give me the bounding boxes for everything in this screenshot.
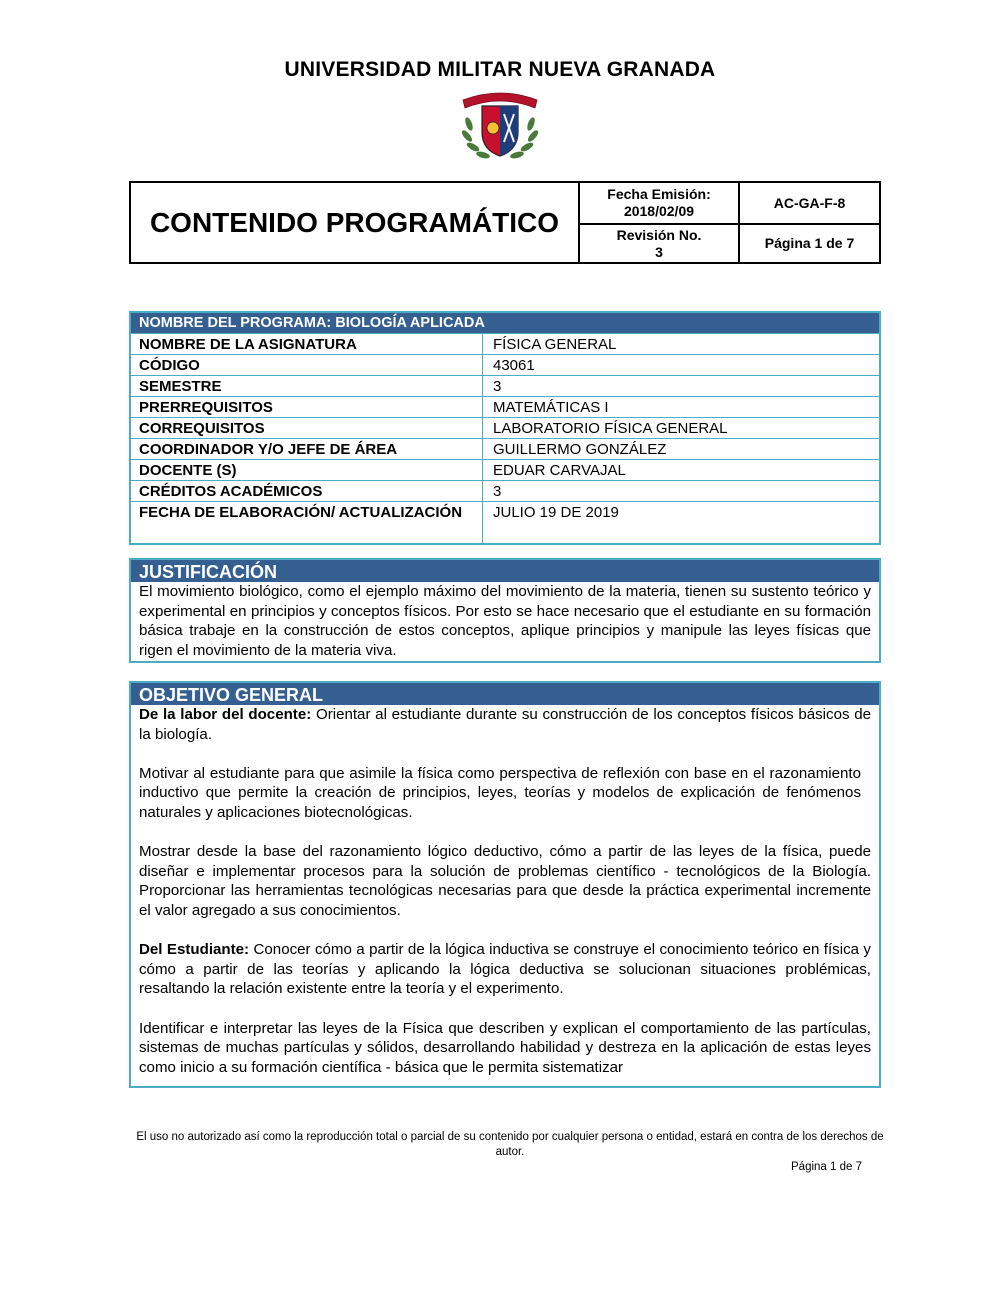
objective-paragraph: Identificar e interpretar las leyes de la Física que describen y explican el comportamiento de las partículas, sistemas de muchas partículas y sólidos, desarrollando habilidad y destreza en la aplicación de estas leyes como inicio a su formación científica - básica que le permita sistematizar <box>139 1019 871 1076</box>
row-value: 43061 <box>493 357 535 374</box>
lead-in: Del Estudiante: <box>139 941 250 959</box>
footer-page-number: Página 1 de 7 <box>791 1161 862 1173</box>
issue-date-label: Fecha Emisión: <box>607 186 711 202</box>
row-label: CÓDIGO <box>131 355 483 375</box>
row-label: DOCENTE (S) <box>131 460 483 480</box>
issue-date-value: 2018/02/09 <box>623 203 695 219</box>
university-name: UNIVERSIDAD MILITAR NUEVA GRANADA <box>284 58 716 81</box>
row-value: MATEMÁTICAS I <box>493 399 609 416</box>
table-row <box>131 397 879 418</box>
row-label: COORDINADOR Y/O JEFE DE ÁREA <box>131 439 483 459</box>
row-value: EDUAR CARVAJAL <box>493 462 626 479</box>
program-name-header: NOMBRE DEL PROGRAMA: BIOLOGÍA APLICADA <box>131 313 879 334</box>
document-title: CONTENIDO PROGRAMÁTICO <box>131 183 580 262</box>
section-title: JUSTIFICACIÓN <box>131 560 879 582</box>
title-block <box>129 181 881 264</box>
row-value: FÍSICA GENERAL <box>493 336 617 353</box>
table-row <box>131 460 879 481</box>
table-row <box>131 355 879 376</box>
table-row <box>131 418 879 439</box>
revision-value: 3 <box>655 243 663 260</box>
justification-section <box>129 558 881 663</box>
row-value: LABORATORIO FÍSICA GENERAL <box>493 420 728 437</box>
objective-paragraph <box>139 705 871 744</box>
paragraph-text: Orientar al estudiante durante su construcción de los conceptos físicos básicos de la biología. <box>139 706 871 743</box>
row-label: PRERREQUISITOS <box>131 397 483 417</box>
revision-label: Revisión No. <box>616 226 702 243</box>
row-value: GUILLERMO GONZÁLEZ <box>493 441 667 458</box>
row-label: FECHA DE ELABORACIÓN/ ACTUALIZACIÓN <box>131 502 483 543</box>
revision-cell <box>580 225 740 262</box>
issue-date-cell <box>580 183 740 225</box>
program-table <box>129 311 881 545</box>
row-label: CORREQUISITOS <box>131 418 483 438</box>
copyright-notice: El uso no autorizado así como la reproducción total o parcial de su contenido por cualquier persona o entidad, estará en contra de los derechos de autor. <box>136 1131 884 1158</box>
document-code: AC-GA-F-8 <box>740 183 879 225</box>
objective-paragraph: Mostrar desde la base del razonamiento lógico deductivo, cómo a partir de las leyes de la física, puede diseñar e implementar procesos para la solución de problemas científico - tecnológicos de la Biología. Proporcionar las herramientas tecnológicas necesarias para que desde la práctica experimental incremente el valor agregado a sus conocimientos. <box>139 843 871 919</box>
row-label: SEMESTRE <box>131 376 483 396</box>
row-label: CRÉDITOS ACADÉMICOS <box>131 481 483 501</box>
table-row <box>131 481 879 502</box>
justification-text: El movimiento biológico, como el ejemplo máximo del movimiento de la materia, tienen su sustento teórico y experimental en principios y conceptos físicos. Por esto se hace necesario que el estudiante en su formación básica trabaje en la construcción de estos conceptos, aplique principios y manipule las leyes físicas que rigen el movimiento de la materia viva. <box>139 583 871 659</box>
objective-paragraph <box>139 940 871 999</box>
paragraph-text: Conocer cómo a partir de la lógica inductiva se construye el conocimiento teórico en física y cómo a partir de las teorías y aplicando la lógica deductiva se solucionan situaciones problémicas, resaltando la relación existente entre la teoría y el experimento. <box>139 941 871 998</box>
row-value: 3 <box>493 378 502 395</box>
objective-paragraph: Motivar al estudiante para que asimile la física como perspectiva de reflexión con base en el razonamiento inductivo que permite la creación de principios, leyes, teorías y modelos de explicación de fenómenos naturales y aplicaciones biotecnológicas. <box>139 764 861 821</box>
row-value: JULIO 19 DE 2019 <box>493 504 619 521</box>
lead-in: De la labor del docente: <box>139 706 312 723</box>
table-row <box>131 376 879 397</box>
section-title: OBJETIVO GENERAL <box>131 683 879 705</box>
page-number: Página 1 de 7 <box>764 235 855 251</box>
table-row <box>131 439 879 460</box>
table-row <box>131 334 879 355</box>
table-row <box>131 502 879 543</box>
university-crest-icon <box>455 84 545 164</box>
row-label: NOMBRE DE LA ASIGNATURA <box>131 334 483 354</box>
row-value: 3 <box>493 483 502 500</box>
general-objective-section <box>129 681 881 1088</box>
